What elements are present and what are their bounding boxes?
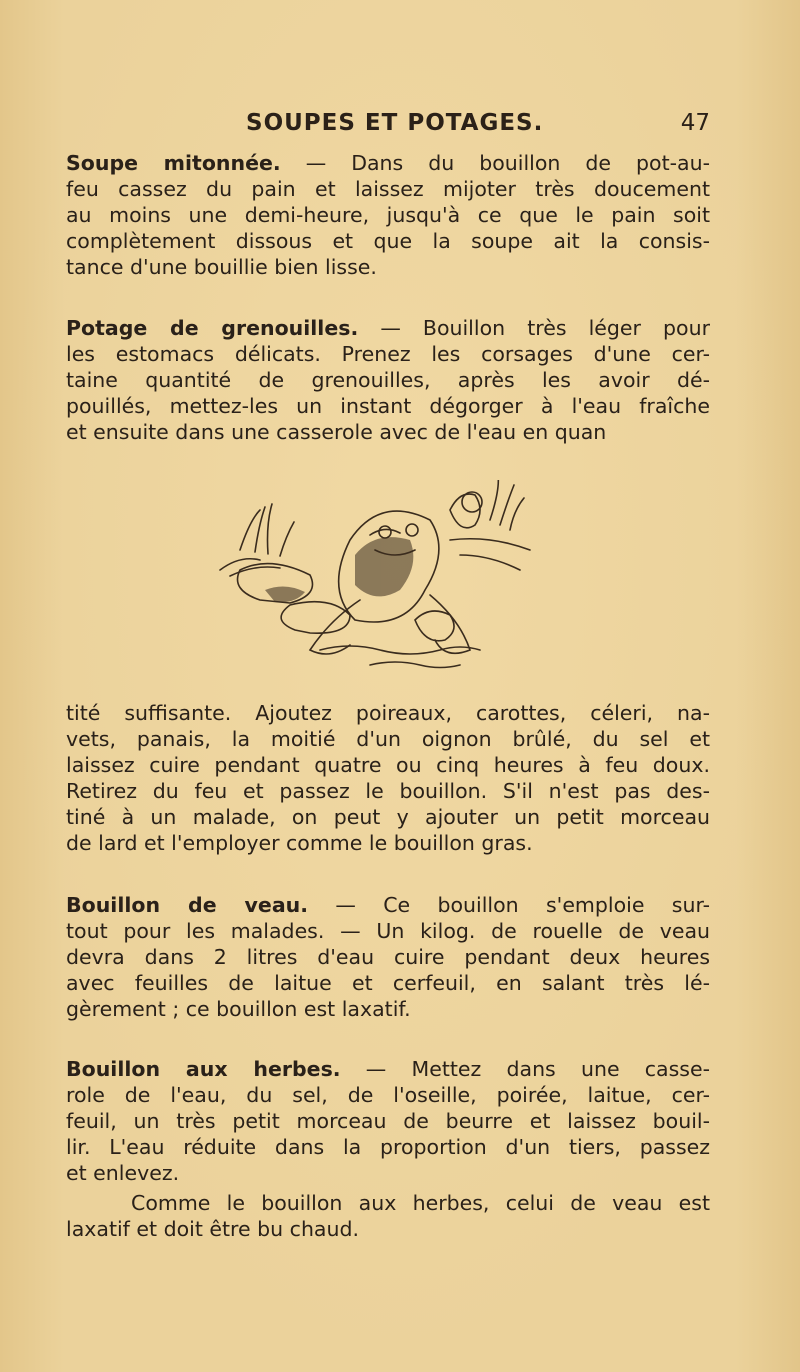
text-line: avec feuilles de laitue et cerfeuil, en salant très lé- xyxy=(66,971,710,995)
text-line: feu cassez du pain et laissez mijoter très doucement xyxy=(66,177,710,201)
paragraph-heading: Bouillon aux herbes. xyxy=(66,1057,341,1081)
paragraph-heading: Bouillon de veau. xyxy=(66,893,309,917)
text-line xyxy=(66,315,710,341)
text-line: Retirez du feu et passez le bouillon. S'il n'est pas des- xyxy=(66,779,710,803)
text-line: tiné à un malade, on peut y ajouter un petit morceau xyxy=(66,805,710,829)
text-line: laxatif et doit être bu chaud. xyxy=(66,1217,360,1241)
paragraph-soupe-mitonnee xyxy=(66,150,710,280)
text-line: vets, panais, la moitié d'un oignon brûlé, du sel et xyxy=(66,727,710,751)
paragraph-heading: Potage de grenouilles. xyxy=(66,316,359,340)
text-line: les estomacs délicats. Prenez les corsages d'une cer- xyxy=(66,342,710,366)
page-number: 47 xyxy=(680,110,710,136)
running-title: SOUPES ET POTAGES. xyxy=(246,110,544,136)
text-line: devra dans 2 litres d'eau cuire pendant deux heures xyxy=(66,945,710,969)
text-line xyxy=(66,1056,710,1082)
paragraph-closing xyxy=(66,1190,710,1242)
text-line: et enlevez. xyxy=(66,1161,180,1185)
running-head xyxy=(66,110,710,146)
paragraph-bouillon-de-veau xyxy=(66,892,710,1022)
paragraph-heading: Soupe mitonnée. xyxy=(66,151,281,175)
text-line: lir. L'eau réduite dans la proportion d'un tiers, passez xyxy=(66,1135,710,1159)
text-line: de lard et l'employer comme le bouillon gras. xyxy=(66,831,533,855)
text-line xyxy=(66,150,710,176)
line-text: — Bouillon très léger pour xyxy=(358,316,710,340)
text-line: role de l'eau, du sel, de l'oseille, poirée, laitue, cer- xyxy=(66,1083,710,1107)
text-line: tout pour les malades. — Un kilog. de rouelle de veau xyxy=(66,919,710,943)
text-line: et ensuite dans une casserole avec de l'eau en quan xyxy=(66,420,607,444)
paragraph-potage-grenouilles xyxy=(66,315,710,445)
text-line: tité suffisante. Ajoutez poireaux, carottes, céleri, na- xyxy=(66,701,710,725)
line-text: — Dans du bouillon de pot-au- xyxy=(280,151,710,175)
frog-vignette-illustration xyxy=(200,480,560,680)
text-line xyxy=(66,892,710,918)
text-line: complètement dissous et que la soupe ait la consis- xyxy=(66,229,710,253)
text-line: taine quantité de grenouilles, après les avoir dé- xyxy=(66,368,710,392)
line-text: — Mettez dans une casse- xyxy=(340,1057,710,1081)
text-line: tance d'une bouillie bien lisse. xyxy=(66,255,377,279)
text-line: laissez cuire pendant quatre ou cinq heures à feu doux. xyxy=(66,753,710,777)
paragraph-continuation xyxy=(66,700,710,856)
text-line: Comme le bouillon aux herbes, celui de veau est xyxy=(66,1191,710,1215)
line-text: — Ce bouillon s'emploie sur- xyxy=(308,893,710,917)
text-line: pouillés, mettez-les un instant dégorger à l'eau fraîche xyxy=(66,394,710,418)
text-line: gèrement ; ce bouillon est laxatif. xyxy=(66,997,411,1021)
text-line: feuil, un très petit morceau de beurre et laissez bouil- xyxy=(66,1109,710,1133)
paragraph-bouillon-aux-herbes xyxy=(66,1056,710,1186)
text-line: au moins une demi-heure, jusqu'à ce que le pain soit xyxy=(66,203,710,227)
